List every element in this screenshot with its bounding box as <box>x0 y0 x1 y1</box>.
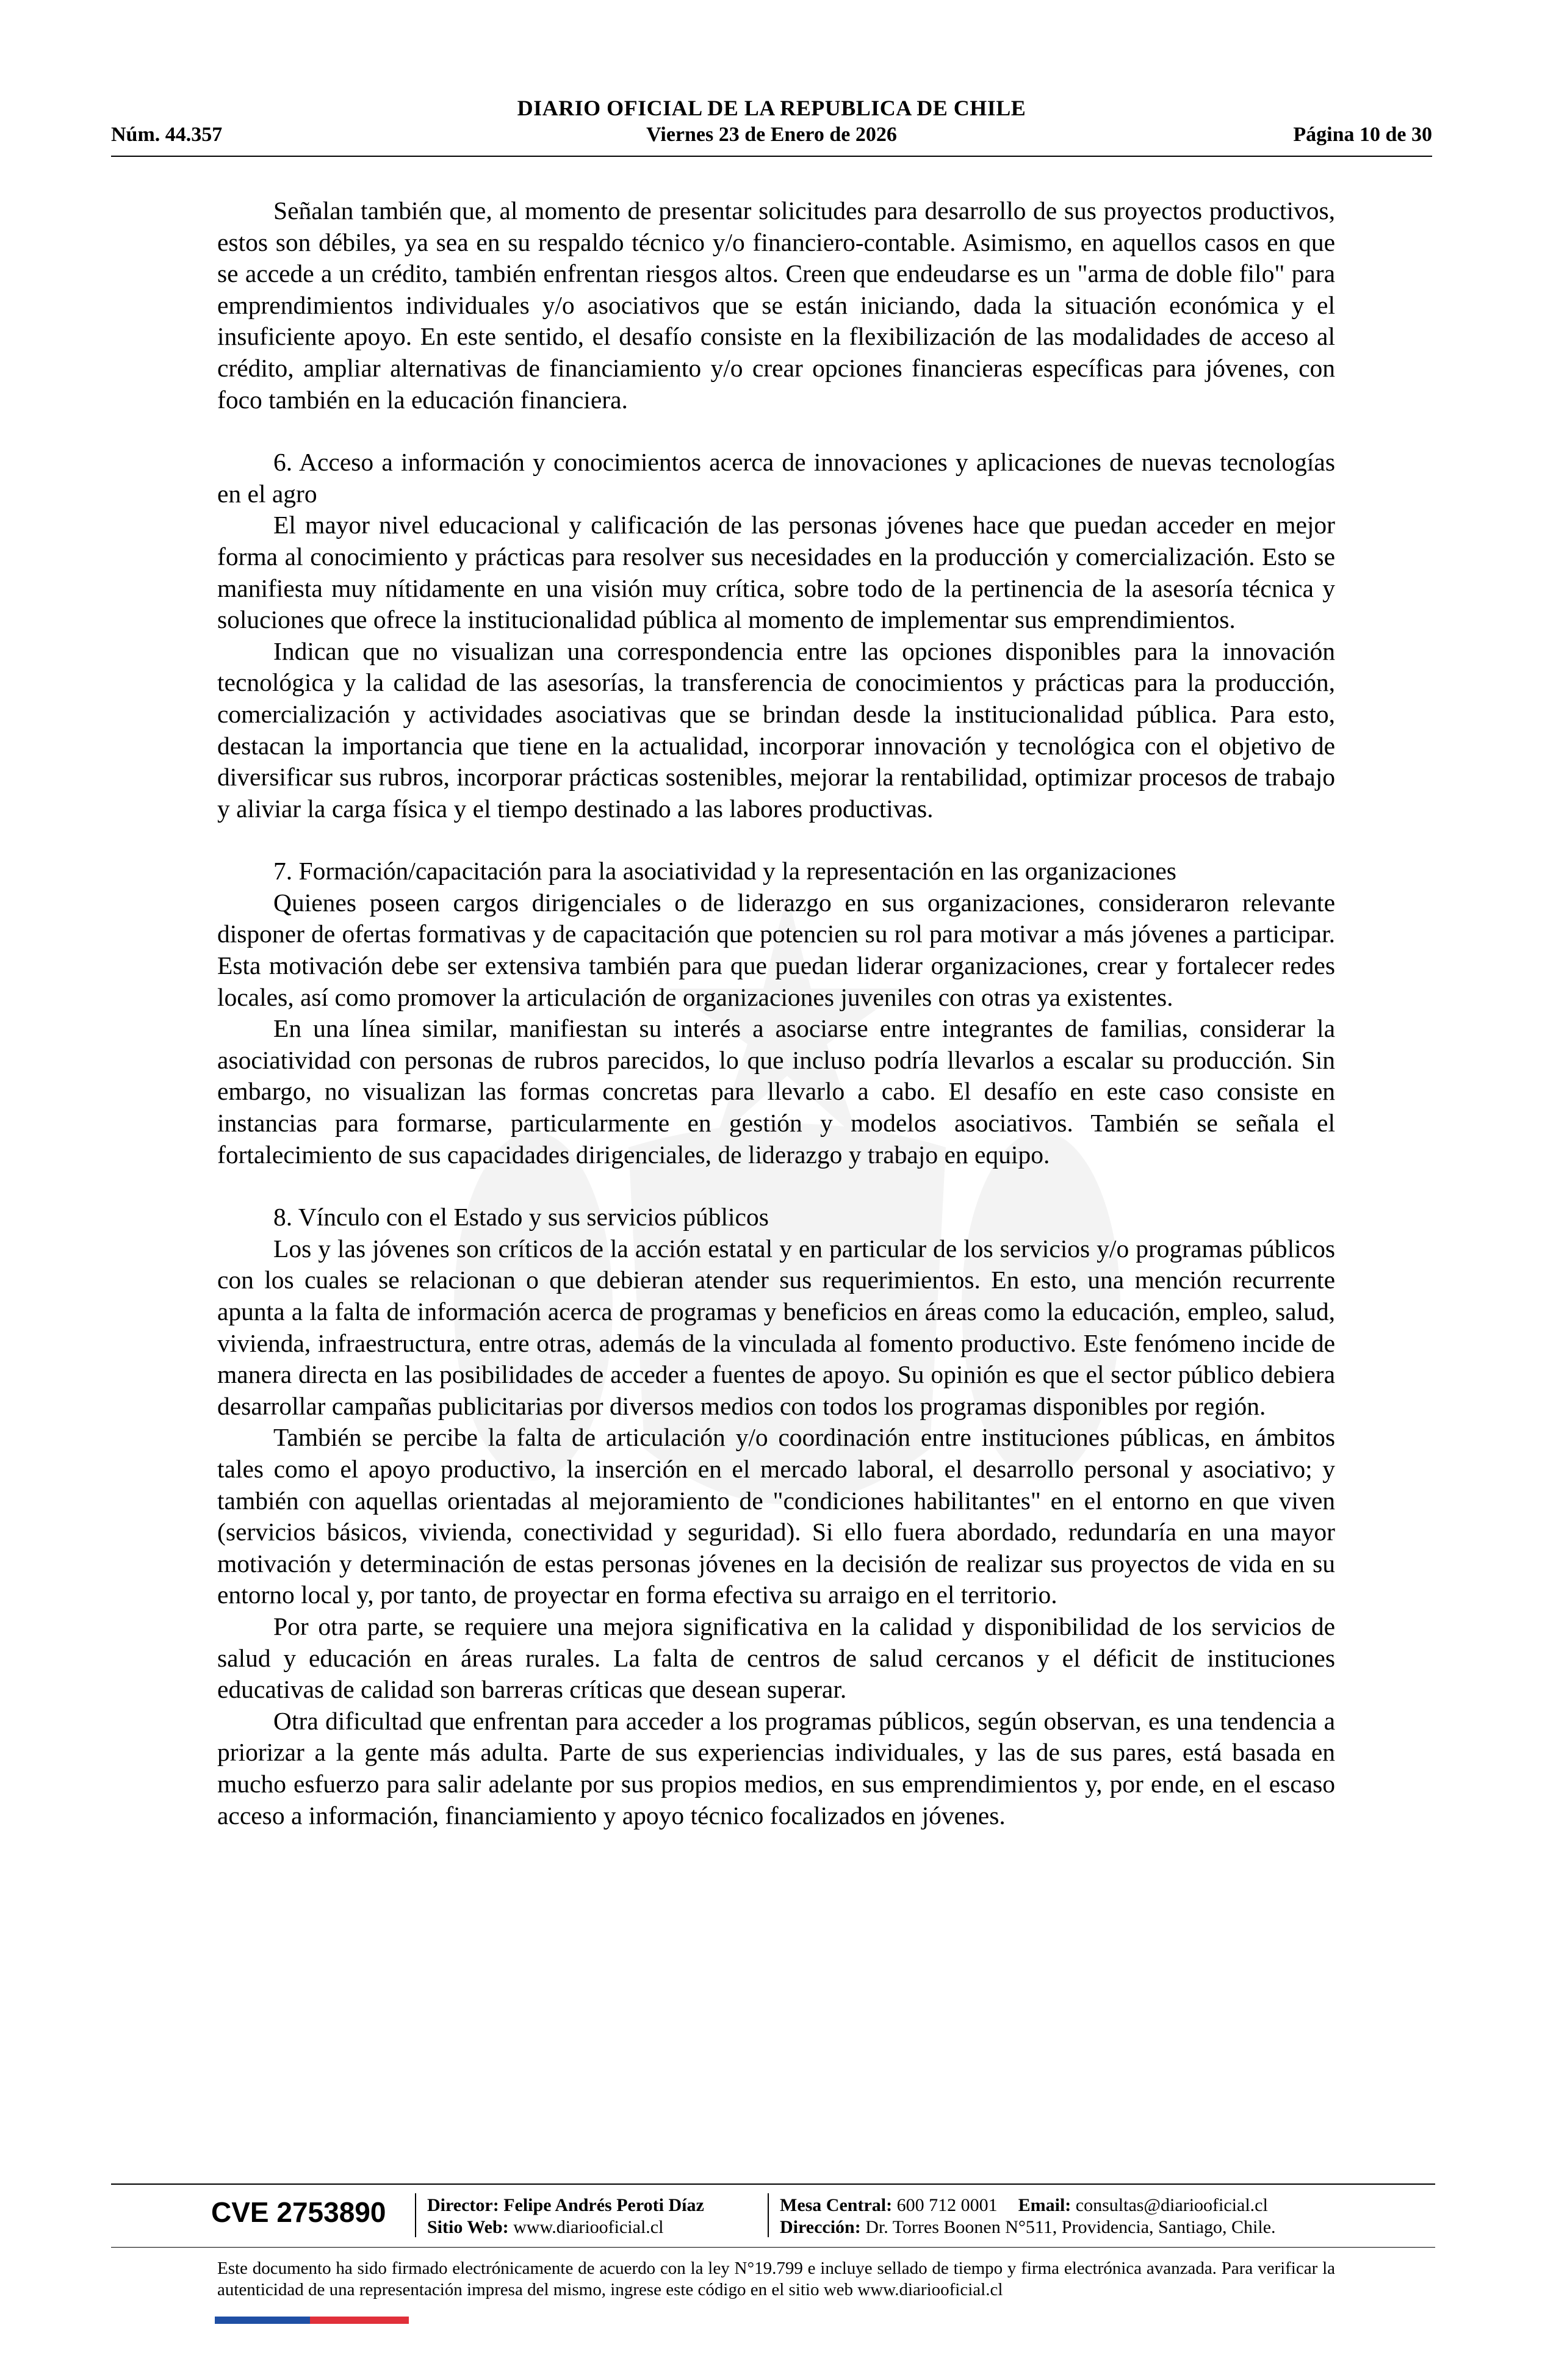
paragraph: Por otra parte, se requiere una mejora significativa en la calidad y disponibilidad de los servicios de salud y educación en áreas rurales. La falta de centros de salud cercanos y el déficit de instituciones educativas de calidad son barreras críticas que desean superar. <box>217 1612 1335 1704</box>
legal-notice <box>217 2258 1335 2301</box>
issue-date: Viernes 23 de Enero de 2026 <box>646 123 897 146</box>
paragraph: Quienes poseen cargos dirigenciales o de liderazgo en sus organizaciones, consideraron relevante disponer de ofertas formativas y de capacitación que potencien su rol para motivar a más jóvenes a participar. Esta motivación debe ser extensiva también para que puedan liderar organizaciones, crear y fortalecer redes locales, así como promover la articulación de organizaciones juveniles con otras ya existentes. <box>217 888 1335 1011</box>
web-label: Sitio Web: <box>427 2217 509 2237</box>
phone-label: Mesa Central: <box>780 2195 893 2215</box>
footer-separator <box>415 2193 416 2237</box>
address: Dr. Torres Boonen N°511, Providencia, Santiago, Chile. <box>865 2217 1276 2237</box>
paragraph: Indican que no visualizan una correspondencia entre las opciones disponibles para la innovación tecnológica y la calidad de las asesorías, la transferencia de conocimientos y prácticas para la producción, comercialización y actividades asociativas que se brindan desde la institucionalidad pública. Para esto, destacan la importancia que tiene en la actualidad, incorporar innovación y tecnológica con el objetivo de diversificar sus rubros, incorporar prácticas sostenibles, mejorar la rentabilidad, optimizar procesos de trabajo y aliviar la carga física y el tiempo destinado a las labores productivas. <box>217 636 1335 823</box>
address-label: Dirección: <box>780 2217 861 2237</box>
page-number: Página 10 de 30 <box>1293 123 1432 146</box>
director-label: Director: <box>427 2195 499 2215</box>
paragraph: El mayor nivel educacional y calificación de las personas jóvenes hace que puedan acceder en mejor forma al conocimiento y prácticas para resolver sus necesidades en la producción y comercialización. Esto se manifiesta muy nítidamente en una visión muy crítica, sobre todo de la pertinencia de la asesoría técnica y soluciones que ofrece la institucionalidad pública al momento de implementar sus emprendimientos. <box>217 511 1335 634</box>
page-header <box>111 93 1432 160</box>
header-divider <box>111 156 1432 157</box>
footer-director-block <box>427 2194 704 2238</box>
document-body <box>217 195 1335 1831</box>
paragraph: También se percibe la falta de articulación y/o coordinación entre instituciones públicas, en ámbitos tales como el apoyo productivo, la inserción en el mercado laboral, el desarrollo personal y asociativo; y también con aquellas orientadas al mejoramiento de "condiciones habilitantes" en el entorno en que viven (servicios básicos, vivienda, conectividad y seguridad). Si ello fuera abordado, redundaría en una mayor motivación y determinación de estas personas jóvenes en la decisión de realizar sus proyectos de vida en su entorno local y, por tanto, de proyectar en forma efectiva su arraigo en el territorio. <box>217 1423 1335 1609</box>
paragraph: Otra dificultad que enfrentan para acceder a los programas públicos, según observan, es una tendencia a priorizar a la gente más adulta. Parte de sus experiencias individuales, y las de sus pares, está basada en mucho esfuerzo para salir adelante por sus propios medios, en sus emprendimientos y, por ende, en el escaso acceso a información, financiamiento y apoyo técnico focalizados en jóvenes. <box>217 1706 1335 1830</box>
paragraph: Señalan también que, al momento de presentar solicitudes para desarrollo de sus proyectos productivos, estos son débiles, ya sea en su respaldo técnico y/o financiero-contable. Asimismo, en aquellos casos en que se accede a un crédito, también enfrentan riesgos altos. Creen que endeudarse es un "arma de doble filo" para emprendimientos individuales y/o asociativos que se están iniciando, dada la situación económica y el insuficiente apoyo. En este sentido, el desafío consiste en la flexibilización de las modalidades de acceso al crédito, ampliar alternativas de financiamiento y/o crear opciones financieras específicas para jóvenes, con foco también en la educación financiera. <box>217 197 1335 414</box>
cve-code: CVE 2753890 <box>211 2196 386 2228</box>
flag-blue-stripe <box>215 2317 310 2324</box>
section-heading-8: 8. Vínculo con el Estado y sus servicios públicos <box>273 1203 769 1231</box>
footer-divider <box>111 2247 1435 2248</box>
phone-number: 600 712 0001 <box>896 2195 998 2215</box>
web-link[interactable]: www.diariooficial.cl <box>513 2217 664 2237</box>
flag-stripe <box>215 2317 409 2324</box>
issue-number: Núm. 44.357 <box>111 123 223 146</box>
footer-separator <box>768 2193 769 2237</box>
email-label: Email: <box>1018 2195 1072 2215</box>
section-heading-6: 6. Acceso a información y conocimientos acerca de innovaciones y aplicaciones de nuevas tecnologías en el agro <box>217 448 1335 508</box>
paragraph: Los y las jóvenes son críticos de la acción estatal y en particular de los servicios y/o programas públicos con los cuales se relacionan o que debieran atender sus requerimientos. En esto, una mención recurrente apunta a la falta de información acerca de programas y beneficios en áreas como la educación, empleo, salud, vivienda, infraestructura, entre otras, además de la vinculada al fomento productivo. Este fenómeno incide de manera directa en las posibilidades de acceder a fuentes de apoyo. Su opinión es que el sector público debiera desarrollar campañas publicitarias por diversos medios con todos los programas disponibles por región. <box>217 1234 1335 1420</box>
publication-title: DIARIO OFICIAL DE LA REPUBLICA DE CHILE <box>517 96 1026 120</box>
email-link[interactable]: consultas@diariooficial.cl <box>1075 2195 1268 2215</box>
footer-divider <box>111 2183 1435 2185</box>
director-name: Felipe Andrés Peroti Díaz <box>503 2195 704 2215</box>
section-heading-7: 7. Formación/capacitación para la asociatividad y la representación en las organizaciones <box>273 857 1176 885</box>
legal-text: Este documento ha sido firmado electrónicamente de acuerdo con la ley N°19.799 e incluye sellado de tiempo y firma electrónica avanzada. Para verificar la autenticidad de una representación impresa del mismo, ingrese este código en el sitio web www.diariooficial.cl <box>217 2259 1335 2299</box>
flag-red-stripe <box>310 2317 409 2324</box>
paragraph: En una línea similar, manifiestan su interés a asociarse entre integrantes de familias, considerar la asociatividad con personas de rubros parecidos, lo que incluso podría llevarlos a escalar su producción. Sin embargo, no visualizan las formas concretas para llevarlo a cabo. El desafío en este caso consiste en instancias para formarse, particularmente en gestión y modelos asociativos. También se señala el fortalecimiento de sus capacidades dirigenciales, de liderazgo y trabajo en equipo. <box>217 1014 1335 1169</box>
footer-contact-block <box>780 2194 1276 2238</box>
